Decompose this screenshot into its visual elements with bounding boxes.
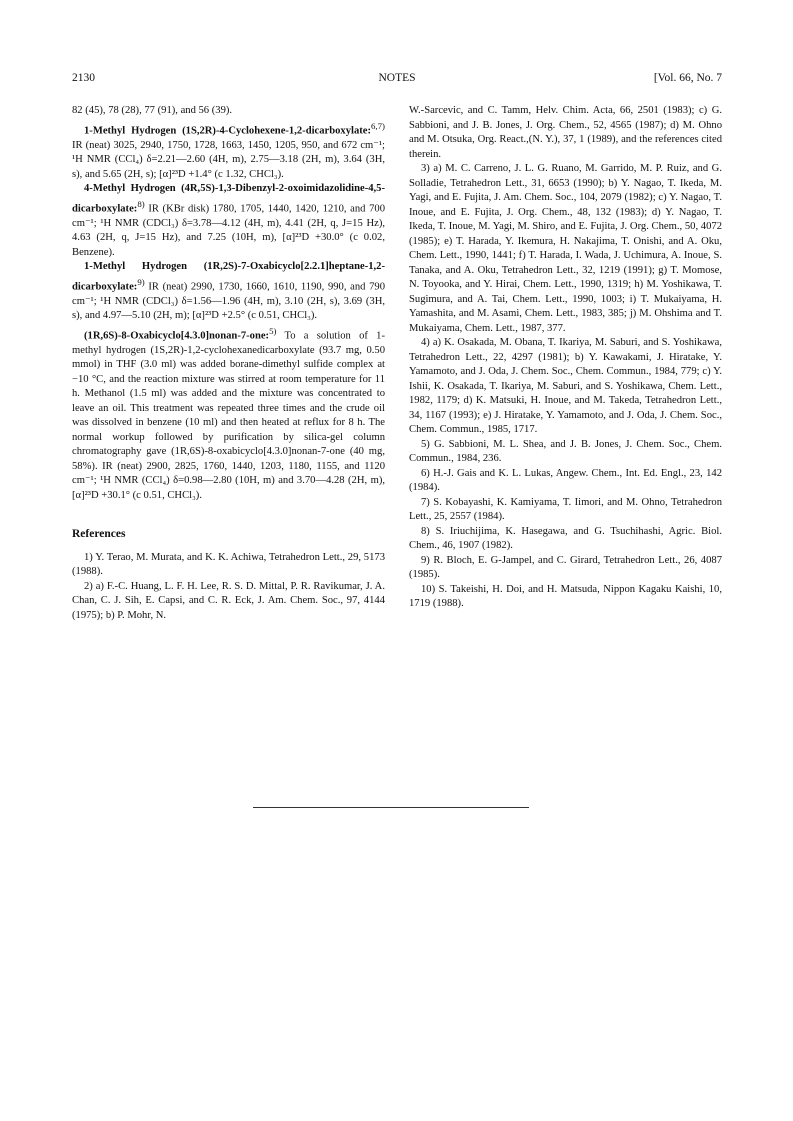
reference-item: 3) a) M. C. Carreno, J. L. G. Ruano, M. Garrido, M. P. Ruiz, and G. Solladie, Tetrahedron Lett., 31, 6653 (1990); b) Y. Nagao, T. Ikeda, M. Yagi, and E. Fujita, J. Am. Chem. Soc., 104, 2079 (1982); c) Y. Nagao, T. Inoue, and E. Fujita, J. Org. Chem., 48, 132 (1983); d) Y. Nagao, T. Ikeda, T. Inoue, M. Yagi, M. Shiro, and E. Fujita, J. Org. Chem., 50, 4072 (1985); e) T. Harada, Y. Ikemura, H. Nakajima, T. Onishi, and A. Oku, Chem. Lett., 1990, 1441; f) T. Harada, I. Wada, J. Uchimura, A. Inoue, S. Tanaka, and A. Oku, Tetrahedron Lett., 32, 1219 (1991); g) T. Momose, N. Toyooka, and Y. Hirai, Chem. Lett., 1990, 1319; h) M. Yoshikawa, T. Sugimura, and A. Tai, Chem. Lett., 1990, 1003; i) T. Mukaiyama, H. Yamashita, and M. Asami, Chem. Lett., 1983, 385; j) M. Ohshima and T. Mukaiyama, Chem. Lett., 1987, 377. [409,163,722,334]
reference-item: 1) Y. Terao, M. Murata, and K. K. Achiwa, Tetrahedron Lett., 29, 5173 (1988). [72,551,385,578]
reference-item: 7) S. Kobayashi, K. Kamiyama, T. Iimori, and M. Ohno, Tetrahedron Lett., 25, 2557 (1984). [409,496,722,522]
right-column [409,104,722,612]
reference-item: 2) a) F.-C. Huang, L. F. H. Lee, R. S. D. Mittal, P. R. Ravikumar, J. A. Chan, C. J. Sih, E. Capsi, and C. R. Eck, J. Am. Chem. Soc., 97, 4144 (1975); b) P. Mohr, N. [72,580,385,621]
citation-superscript: 6,7) [371,120,385,131]
reference-item: 4) a) K. Osakada, M. Obana, T. Ikariya, M. Saburi, and S. Yoshikawa, Tetrahedron Lett., 22, 4297 (1981); b) Y. Kawakami, J. Hiratake, Y. Yamamoto, and J. Oda, J. Chem. Soc., Chem. Commun., 1984, 779; c) Y. Ishii, K. Osakada, T. Ikariya, M. Saburi, and S. Yoshikawa, Chem. Lett., 1982, 1179; d) K. Matsuki, H. Inoue, and M. Takeda, Tetrahedron Lett., 34, 1167 (1993); e) J. Hiratake, Y. Yamamoto, and J. Oda, J. Chem. Soc., Chem. Commun., 1985, 1717. [409,337,722,435]
compound-entry [72,182,385,260]
section-title: NOTES [378,72,416,84]
journal-volume: [Vol. 66, No. 7 [653,72,722,84]
end-rule [253,807,529,808]
compound-data: IR (neat) 3025, 2940, 1750, 1728, 1663, 1450, 1205, 950, and 672 cm⁻¹; ¹H NMR (CCl₄) δ=2.21—2.60 (4H, m), 2.75—3.18 (2H, m), 3.64 (3H, s), and 5.65 (2H, s); [α]²³D +1.4° (c 1.32, CHCl₃). [72,139,385,180]
reference-continuation: W.-Sarcevic, and C. Tamm, Helv. Chim. Acta, 66, 2501 (1983); c) G. Sabbioni, and J. B. Jones, J. Org. Chem., 52, 4565 (1987); d) M. Ohno and M. Otsuka, Org. React.,(N. Y.), 37, 1 (1989), and the references cited therein. [409,105,722,160]
reference-item: 9) R. Bloch, E. G-Jampel, and C. Girard, Tetrahedron Lett., 26, 4087 (1985). [409,554,722,580]
compound-data: To a solution of 1-methyl hydrogen (1S,2R)-1,2-cyclohexanedicarboxylate (93.7 mg, 0.50 mmol) in THF (3.0 ml) was added borane-dimethyl sulfide complex at −10 °C, and the reaction mixture was stirred at room temperature for 11 h. Methanol (1.5 ml) was added and the mixture was concentrated to leave an oil. This treatment was repeated three times and the crude oil was dissolved in benzene (10 ml) and then heated at reflux for 8 h. The normal workup followed by purification by silica-gel column chromatography gave (1R,6S)-8-oxabicyclo[4.3.0]nonan-7-one (40 mg, 58%). IR (neat) 2900, 2825, 1760, 1440, 1203, 1180, 1155, and 1120 cm⁻¹; ¹H NMR (CCl₄) δ=0.98—2.80 (10H, m) and 3.70—4.28 (2H, m), [α]²³D +30.1° (c 0.51, CHCl₃). [72,330,385,501]
citation-superscript: 5) [269,325,277,336]
reference-item: 6) H.-J. Gais and K. L. Lukas, Angew. Chem., Int. Ed. Engl., 23, 142 (1984). [409,467,722,493]
reference-item: 5) G. Sabbioni, M. L. Shea, and J. B. Jones, J. Chem. Soc., Chem. Commun., 1984, 236. [409,438,722,464]
compound-entry [72,260,385,324]
compound-data: IR (KBr disk) 1780, 1705, 1440, 1420, 1210, and 700 cm⁻¹; ¹H NMR (CDCl₃) δ=3.78—4.12 (4H, m), 4.41 (2H, q, J=15 Hz), 4.63 (2H, q, J=15 Hz), and 7.25 (10H, m), [α]²³D +30.0° (c 0.02, Benzene). [72,203,385,258]
reference-item: 8) S. Iriuchijima, K. Hasegawa, and G. Tsuchihashi, Agric. Biol. Chem., 46, 1907 (1982). [409,525,722,551]
compound-entry [72,324,385,504]
citation-superscript: 8) [137,198,145,209]
page-number: 2130 [72,72,95,84]
text-continuation: 82 (45), 78 (28), 77 (91), and 56 (39). [72,105,233,116]
left-column [72,104,385,623]
compound-name: 1-Methyl Hydrogen (1S,2R)-4-Cyclohexene-1,2-dicarboxylate: [84,125,372,137]
compound-name: 1-Methyl Hydrogen (1R,2S)-7-Oxabicyclo[2.2.1]heptane-1,2-dicarboxylate: [72,261,385,293]
compound-name: (1R,6S)-8-Oxabicyclo[4.3.0]nonan-7-one: [84,330,270,342]
compound-name: 4-Methyl Hydrogen (4R,5S)-1,3-Dibenzyl-2-oxoimidazolidine-4,5-dicarboxylate: [72,183,385,215]
compound-entry [72,119,385,183]
reference-item: 10) S. Takeishi, H. Doi, and H. Matsuda, Nippon Kagaku Kaishi, 10, 1719 (1988). [409,583,722,609]
citation-superscript: 9) [137,276,145,287]
references-heading: References [72,528,126,541]
compound-data: IR (neat) 2990, 1730, 1660, 1610, 1190, 990, and 790 cm⁻¹; ¹H NMR (CDCl₃) δ=1.56—1.96 (4H, m), 3.10 (2H, s), 3.69 (3H, s), and 4.97—5.10 (2H, m); [α]²³D +2.5° (c 0.51, CHCl₃). [72,281,385,322]
page-header [72,72,722,88]
